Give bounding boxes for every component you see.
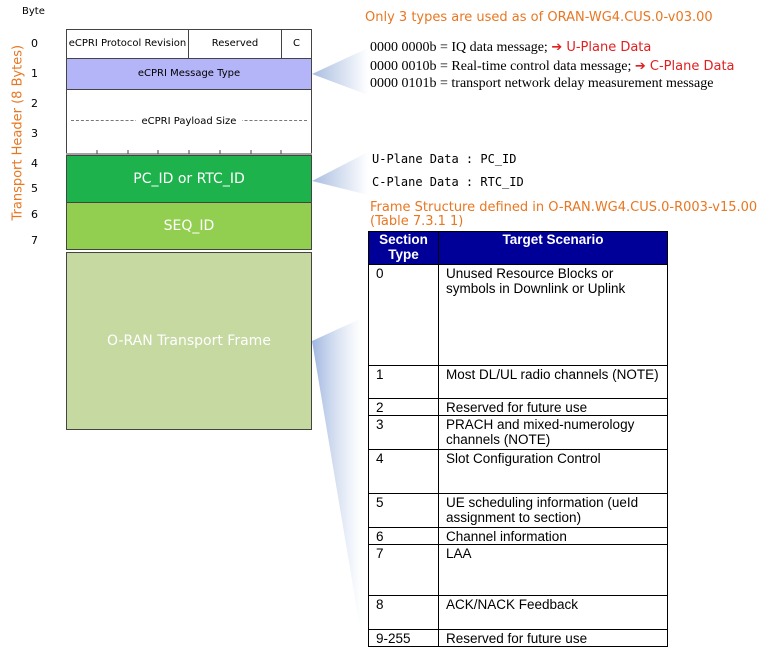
- table-row: [369, 450, 668, 494]
- transport-header-label: Transport Header (8 Bytes): [10, 44, 26, 221]
- section-type-value: 9-255: [369, 630, 439, 647]
- message-type-arrow: ➔ C-Plane Data: [634, 59, 735, 74]
- message-type-arrow: ➔ U-Plane Data: [551, 40, 652, 55]
- message-types-title: Only 3 types are used as of ORAN-WG4.CUS.0-v03.00: [365, 10, 713, 25]
- seq-id-cell: SEQ_ID: [66, 202, 312, 250]
- scenario-value: LAA: [439, 545, 668, 596]
- section-type-value: 2: [369, 399, 439, 416]
- message-type-text: 0000 0000b = IQ data message;: [370, 40, 548, 55]
- table-row: [369, 596, 668, 630]
- message-type-text: 0000 0101b = transport network delay measurement message: [370, 76, 714, 90]
- byte-number: 1: [31, 67, 38, 80]
- section-type-table: [368, 231, 668, 647]
- table-row: [369, 545, 668, 596]
- scenario-value: Most DL/UL radio channels (NOTE): [439, 366, 668, 399]
- section-type-value: 7: [369, 545, 439, 596]
- scenario-value: UE scheduling information (ueId assignment to section): [439, 494, 668, 528]
- table-header-row: [369, 232, 668, 265]
- section-type-value: 0: [369, 265, 439, 366]
- byte-number: 4: [31, 157, 38, 170]
- section-type-value: 5: [369, 494, 439, 528]
- wedge-msg-type: [312, 48, 368, 95]
- table-row: [369, 416, 668, 450]
- section-table-title: [370, 201, 757, 229]
- table-row: [369, 494, 668, 528]
- scenario-value: Slot Configuration Control: [439, 450, 668, 494]
- byte-number: 7: [31, 234, 38, 247]
- wedge-transport: [312, 318, 362, 640]
- scenario-value: Reserved for future use: [439, 630, 668, 647]
- scenario-value: ACK/NACK Feedback: [439, 596, 668, 630]
- scenario-value: Channel information: [439, 528, 668, 545]
- section-type-value: 6: [369, 528, 439, 545]
- c-bit-cell: C: [281, 29, 312, 59]
- message-type-line: [370, 59, 735, 75]
- byte-number: 6: [31, 208, 38, 221]
- table-row: [369, 366, 668, 399]
- u-plane-note: U-Plane Data : PC_ID: [372, 152, 517, 166]
- byte-number: 0: [31, 37, 38, 50]
- byte-number: 5: [31, 182, 38, 195]
- header-target-scenario: Target Scenario: [439, 232, 668, 265]
- protocol-revision-cell: eCPRI Protocol Revision: [66, 29, 189, 59]
- reserved-cell: Reserved: [188, 29, 282, 59]
- section-table-title-line: (Table 7.3.1 1): [370, 214, 464, 229]
- message-type-line: [370, 40, 651, 56]
- payload-size-label: eCPRI Payload Size: [136, 116, 243, 128]
- header-section-type: Section Type: [369, 232, 439, 265]
- section-table-title-line: Frame Structure defined in O-RAN.WG4.CUS.0-R003-v15.00: [370, 200, 758, 215]
- section-type-value: 1: [369, 366, 439, 399]
- transport-frame-cell: O-RAN Transport Frame: [66, 252, 312, 430]
- message-type-cell: eCPRI Message Type: [66, 58, 312, 90]
- byte-header: Byte: [22, 6, 45, 17]
- scenario-value: Unused Resource Blocks or symbols in Downlink or Uplink: [439, 265, 668, 366]
- table-row: [369, 265, 668, 366]
- table-row: [369, 630, 668, 647]
- section-type-value: 8: [369, 596, 439, 630]
- c-plane-note: C-Plane Data : RTC_ID: [372, 175, 524, 189]
- wedge-id: [312, 152, 368, 195]
- message-type-line: [370, 76, 713, 90]
- payload-size-cell: [66, 89, 312, 153]
- message-type-text: 0000 0010b = Real-time control data message;: [370, 59, 632, 74]
- byte-number: 2: [31, 97, 38, 110]
- table-row: [369, 528, 668, 545]
- table-row: [369, 399, 668, 416]
- scenario-value: PRACH and mixed-numerology channels (NOTE): [439, 416, 668, 450]
- byte-number: 3: [31, 127, 38, 140]
- pc-id-cell: PC_ID or RTC_ID: [66, 155, 312, 203]
- scenario-value: Reserved for future use: [439, 399, 668, 416]
- section-type-value: 3: [369, 416, 439, 450]
- section-type-value: 4: [369, 450, 439, 494]
